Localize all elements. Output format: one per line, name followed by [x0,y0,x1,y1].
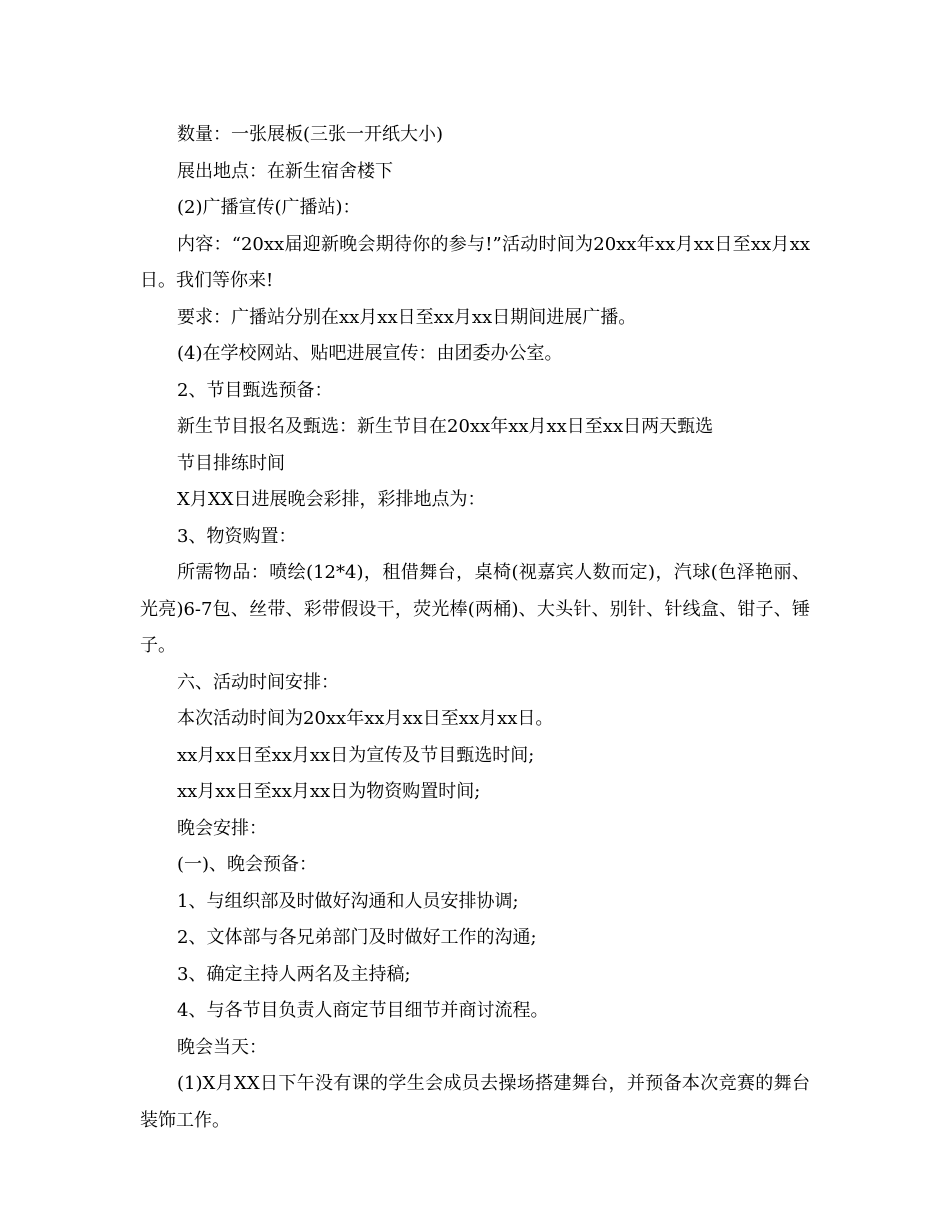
paragraph-gala-day: 晚会当天： [177,1036,267,1058]
paragraph-gala-arrangement: 晚会安排： [177,817,267,839]
paragraph-broadcast-heading: (2)广播宣传(广播站)： [177,197,361,218]
paragraph-quantity: 数量：一张展板(三张一开纸大小) [177,124,444,145]
paragraph-gala-day-item-1: (1)X月XX日下午没有课的学生会成员去操场搭建舞台，并预备本次竞赛的舞台装饰工作。 [140,1073,810,1131]
paragraph-rehearsal-time: 节目排练时间 [177,452,285,474]
paragraph-required-items: 所需物品：喷绘(12*4)，租借舞台，桌椅(视嘉宾人数而定)，汽球(色泽艳丽、光亮)6-7包、丝带、彩带假设干，荧光棒(两桶)、大头针、别针、针线盒、钳子、锤子。 [140,562,810,656]
paragraph-prep-item-3: 3、确定主持人两名及主持稿; [177,963,411,985]
paragraph-broadcast-requirement: 要求：广播站分别在xx月xx日至xx月xx日期间进展广播。 [177,306,637,328]
paragraph-activity-period: 本次活动时间为20xx年xx月xx日至xx月xx日。 [177,708,554,729]
paragraph-program-signup: 新生节目报名及甄选：新生节目在20xx年xx月xx日至xx日两天甄选 [177,416,714,437]
paragraph-broadcast-content: 内容：“20xx届迎新晚会期待你的参与!”活动时间为20xx年xx月xx日至xx月xx日。我们等你来! [140,233,810,291]
paragraph-gala-preparation: (一)、晚会预备： [177,854,318,875]
paragraph-purchase-heading: 3、物资购置： [177,525,297,547]
paragraph-program-selection-heading: 2、节目甄选预备： [177,379,333,401]
paragraph-exhibit-location: 展出地点：在新生宿舍楼下 [177,160,393,182]
paragraph-rehearsal: X月XX日进展晚会彩排，彩排地点为： [177,489,486,510]
paragraph-prep-item-4: 4、与各节目负责人商定节目细节并商讨流程。 [177,1000,549,1021]
paragraph-website-promotion: (4)在学校网站、贴吧进展宣传：由团委办公室。 [177,343,563,364]
paragraph-purchase-period: xx月xx日至xx月xx日为物资购置时间; [177,781,481,802]
paragraph-prep-item-2: 2、文体部与各兄弟部门及时做好工作的沟通; [177,927,537,948]
paragraph-schedule-heading: 六、活动时间安排： [177,671,339,693]
paragraph-prep-item-1: 1、与组织部及时做好沟通和人员安排协调; [177,890,519,912]
document-body [140,117,810,1139]
paragraph-promotion-period: xx月xx日至xx月xx日为宣传及节目甄选时间; [177,744,535,766]
